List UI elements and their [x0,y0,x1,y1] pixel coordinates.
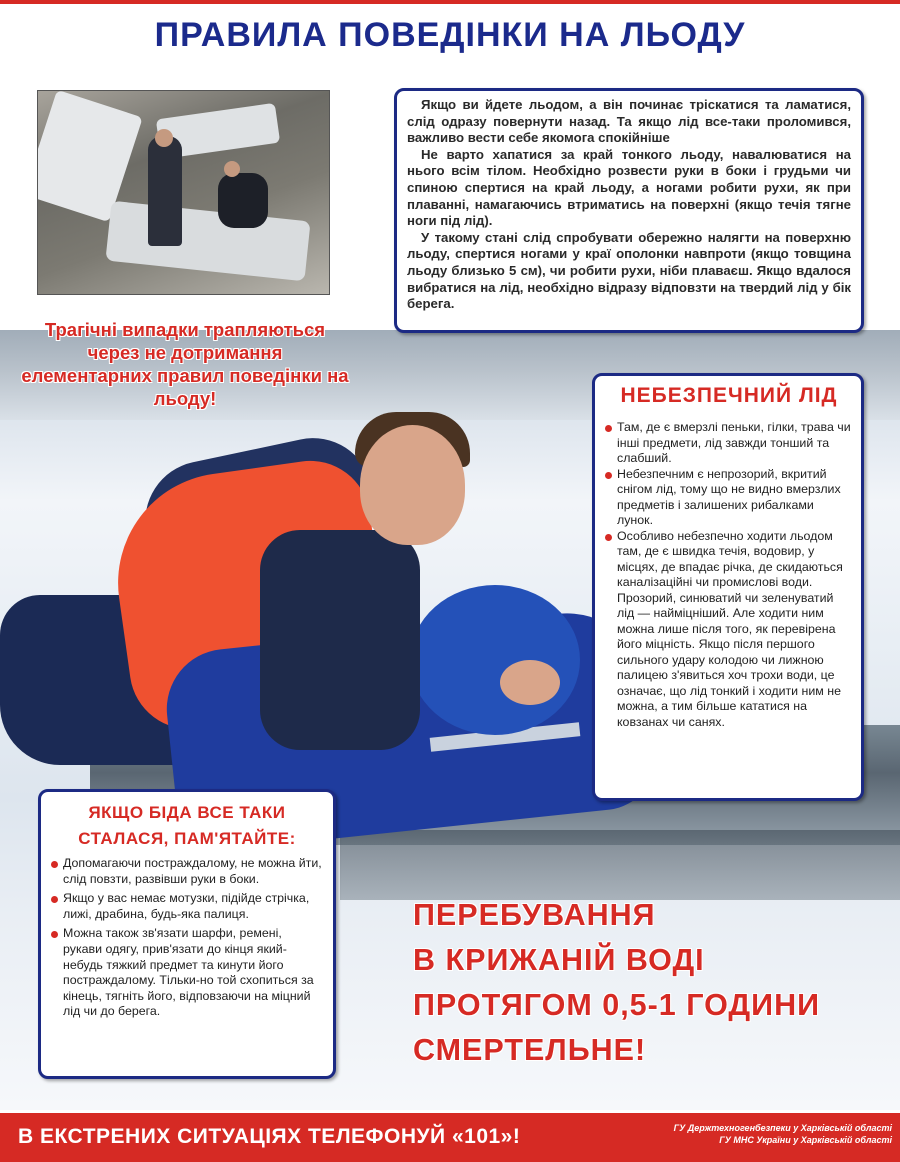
intro-text-box [394,88,864,333]
victim-hood [410,585,580,735]
dangerous-ice-box [592,373,864,801]
bullet-icon [51,861,58,868]
bullet-icon [605,472,612,479]
intro-paragraph-3: У такому стані слід спробувати обережно налягти на поверхню льоду, спертися ногами у краї ополонки навпроти (якщо товщина льоду близько 5 см), чи робити рухи, ніби плаваєш. Якщо вдалося вибратися на лід, необхідно відразу відповзти на твердий лід у бік берега. [407,229,851,312]
top-red-stripe [0,0,900,4]
list-item-text: Якщо у вас немає мотузки, підійде стрічка, лижі, драбина, будь-яка палиця. [63,891,310,921]
victim-face [500,660,560,705]
remember-box [38,789,336,1079]
page-title: ПРАВИЛА ПОВЕДІНКИ НА ЛЬОДУ [154,16,746,54]
organization-line-2: ГУ МНС України у Харківській області [719,1135,892,1145]
bullet-icon [605,534,612,541]
list-item [605,529,853,731]
standing-man-head [155,129,173,147]
list-item [605,467,853,529]
list-item [51,856,323,887]
tragic-cases-warning: Трагічні випадки трапляються через не дотримання елементарних правил поведінки на льоду! [21,319,349,409]
emergency-phone-text: В ЕКСТРЕНИХ СИТУАЦІЯХ ТЕЛЕФОНУЙ «101»! [18,1125,521,1148]
icy-water-deadly-warning [413,893,893,1073]
organization-credits [652,1122,892,1146]
warning-line-2: В КРИЖАНІЙ ВОДІ [413,943,705,977]
rescuer-arm [260,530,420,750]
rescuer-head [360,425,465,545]
list-item-text: Там, де є вмерзлі пеньки, гілки, трава чи інші предмети, лід завжди тонший та слабший. [617,420,851,465]
bullet-icon [51,931,58,938]
organization-line-1: ГУ Держтехногенбезпеки у Харківській області [673,1123,892,1133]
warning-line-3: ПРОТЯГОМ 0,5-1 ГОДИНИ [413,988,821,1022]
list-item [51,926,323,1020]
emergency-footer [0,1113,900,1162]
ice-rescue-photo [37,90,330,295]
dangerous-ice-list [605,420,853,730]
bullet-icon [605,425,612,432]
intro-paragraph-1: Якщо ви йдете льодом, а він починає тріскатися та ламатися, слід одразу повернути назад. Та якщо лід все-таки проломився, важливо вести себе якомога спокійніше [407,97,851,146]
remember-title: ЯКЩО БІДА ВСЕ ТАКИ СТАЛАСЯ, ПАМ'ЯТАЙТЕ: [78,803,296,848]
open-water [340,830,900,900]
standing-man [148,136,182,246]
list-item-text: Можна також зв'язати шарфи, ремені, рукави одягу, прив'язати до кінця який-небудь тяжкий предмет та кинути його постраждалому. Тільки-но той схопиться за кінець, тягніть його, відповзаючи на міцний лід чи до берега. [63,926,314,1019]
list-item-text: Особливо небезпечно ходити льодом там, де є швидка течія, водовир, у місцях, де впадає річка, де скидаються каналізаційні чи промислові води. Прозорий, синюватий чи зеленуватий лід — найміцніший. Але ходити ним можна лише після того, як перевірена його міцність. Якщо після першого сильного удару колодою чи лижною палицею з'явиться хоч трохи води, це означає, що лід тонкий і ходити ним не можна, а тим більше кататися на ковзанах чи санях. [617,528,843,729]
bullet-icon [51,896,58,903]
warning-line-1: ПЕРЕБУВАННЯ [413,898,656,932]
dangerous-ice-title: НЕБЕЗПЕЧНИЙ ЛІД [620,384,838,407]
list-item-text: Допомагаючи постраждалому, не можна йти, слід повзти, развівши руки в боки. [63,856,322,886]
list-item [51,891,323,922]
crouching-man [218,173,268,228]
list-item [605,420,853,467]
list-item-text: Небезпечним є непрозорий, вкритий снігом лід, тому що не видно вмерзлих предметів і залишених рибалками лунок. [617,466,841,527]
crouching-man-head [224,161,240,177]
warning-line-4: СМЕРТЕЛЬНЕ! [413,1033,647,1067]
remember-list [51,856,323,1020]
ice-floe [105,201,310,282]
intro-paragraph-2: Не варто хапатися за край тонкого льоду, навалюватися на нього всім тілом. Необхідно розвести руки в боки і грудьми чи спиною спертися на край льоду, а ногами робити рухи, як при плаванні, намагаючись втриматись на поверхні (якщо течія тягне ноги під лід). [407,146,851,229]
